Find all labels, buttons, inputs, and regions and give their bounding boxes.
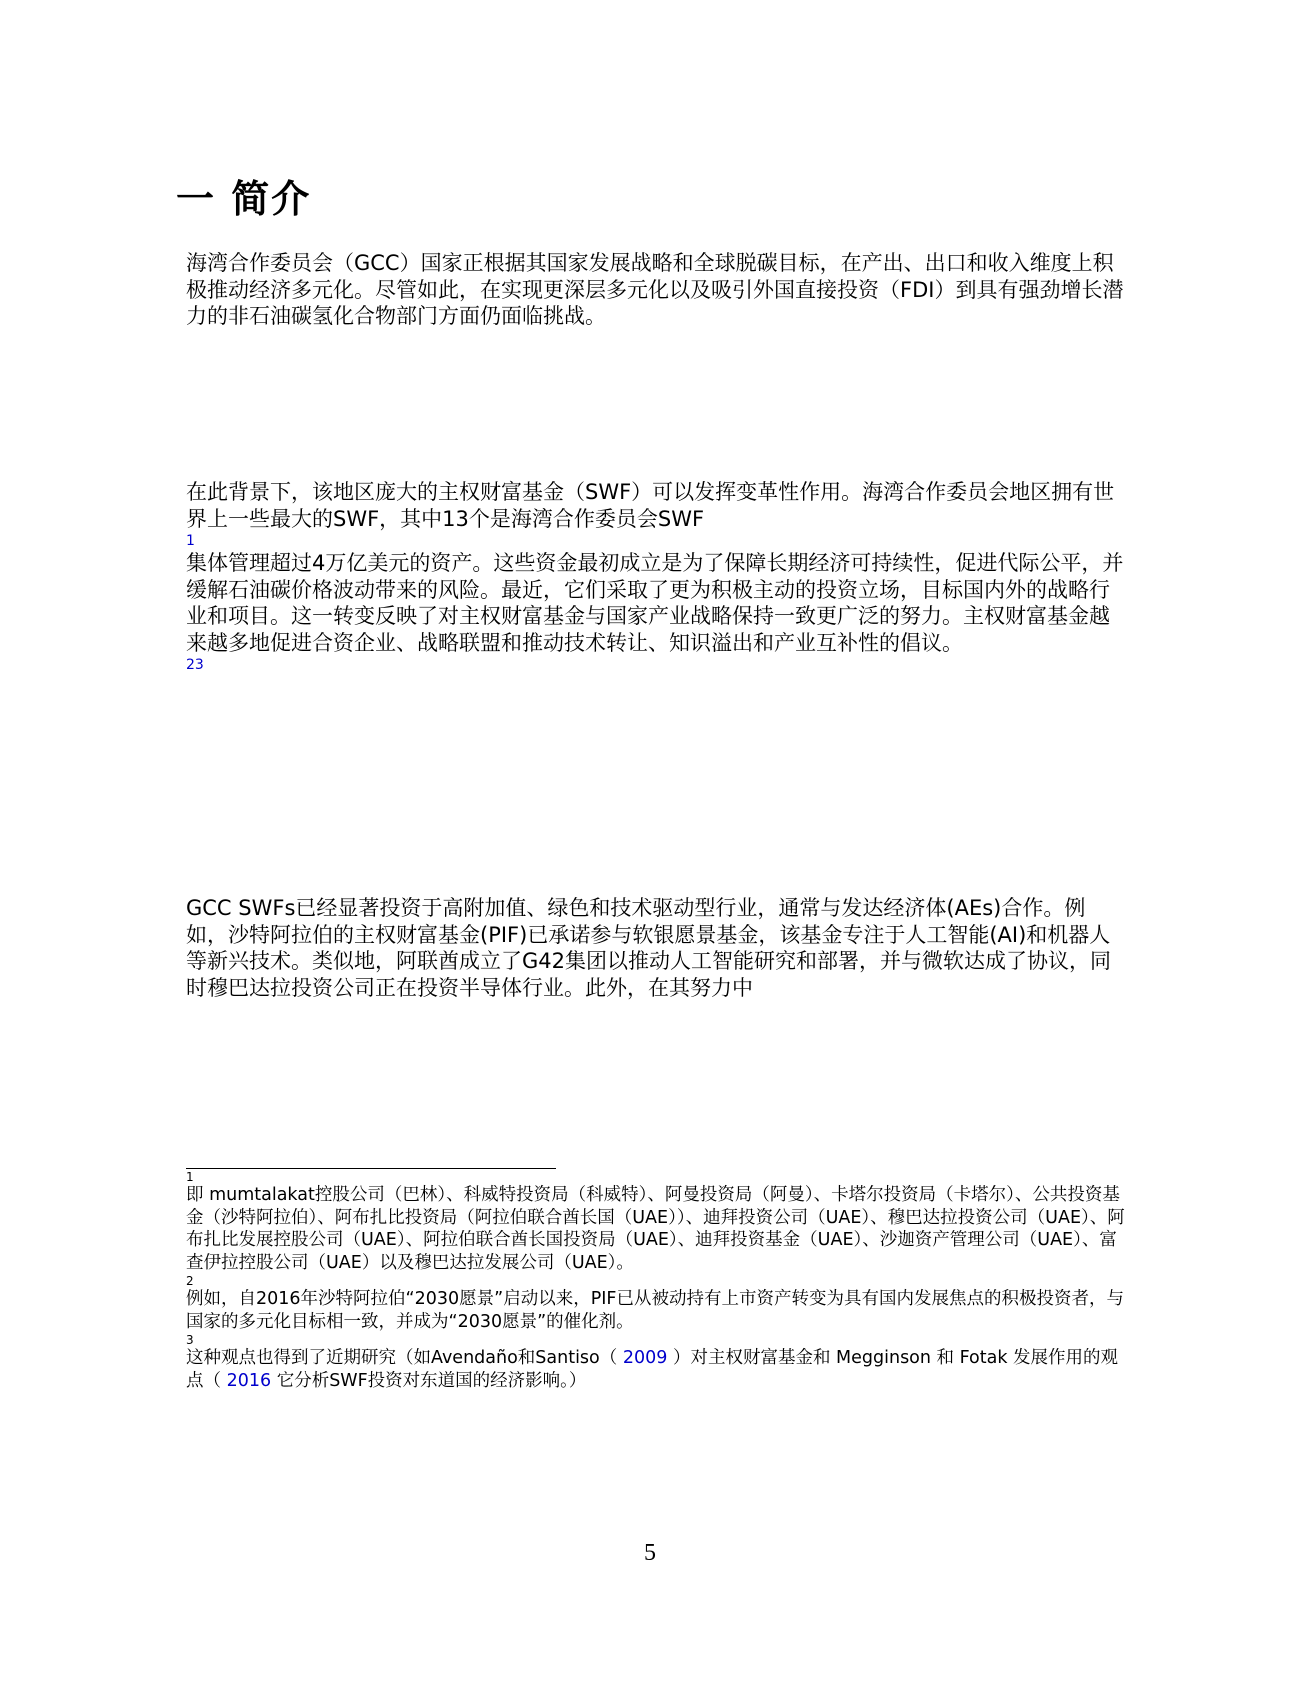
footnote-number-3: 3 — [186, 1333, 194, 1347]
footnote-separator — [186, 1168, 556, 1169]
paragraph-swf-context — [186, 479, 1126, 674]
footnote-3-part3: 它分析SWF投资对东道国的经济影响。） — [276, 1370, 587, 1391]
footnote-text-3 — [186, 1347, 1126, 1392]
citation-link-2016[interactable]: 2016 — [226, 1370, 272, 1391]
page-number: 5 — [644, 1540, 656, 1566]
paragraph-swf-context-part2: 集体管理超过4万亿美元的资产。这些资金最初成立是为了保障长期经济可持续性，促进代际公平，并缓解石油碳价格波动带来的风险。最近，它们采取了更为积极主动的投资立场，目标国内外的战略行业和项目。这一转变反映了对主权财富基金与国家产业战略保持一致更广泛的努力。主权财富基金越来越多地促进合资企业、战略联盟和推动技术转让、知识溢出和产业互补性的倡议。 — [186, 551, 1124, 655]
footnote-text-2: 例如，自2016年沙特阿拉伯“2030愿景”启动以来，PIF已从被动持有上市资产转变为具有国内发展焦点的积极投资者，与国家的多元化目标相一致，并成为“2030愿景”的催化剂。 — [186, 1289, 1124, 1332]
footnote-3-part1: 这种观点也得到了近期研究（如Avendaño和Santiso（ — [186, 1348, 618, 1368]
paragraph-swf-context-part1: 在此背景下，该地区庞大的主权财富基金（SWF）可以发挥变革性作用。海湾合作委员会地区拥有世界上一些最大的SWF，其中13个是海湾合作委员会SWF — [186, 480, 1115, 531]
footnote-3-part2: ）对主权财富基金和 Megginson 和 Fotak 发展作用的观点（ — [186, 1348, 1119, 1391]
citation-link-2009[interactable]: 2009 — [622, 1348, 668, 1368]
footnote-ref-1[interactable]: 1 — [186, 533, 195, 549]
paragraph-intro: 海湾合作委员会（GCC）国家正根据其国家发展战略和全球脱碳目标，在产出、出口和收入维度上积极推动经济多元化。尽管如此，在实现更深层多元化以及吸引外国直接投资（FDI）到具有强劲增长潜力的非石油碳氢化合物部门方面仍面临挑战。 — [186, 251, 1124, 328]
footnote-number-1: 1 — [186, 1170, 194, 1184]
footnote-text-1: 即 mumtalakat控股公司（巴林）、科威特投资局（科威特）、阿曼投资局（阿曼）、卡塔尔投资局（卡塔尔）、公共投资基金（沙特阿拉伯）、阿布扎比投资局（阿拉伯联合酋长国（UAE））、迪拜投资公司（UAE）、穆巴达拉投资公司（UAE）、阿布扎比发展控股公司（UAE）、阿拉伯联合酋长国投资局（UAE）、迪拜投资基金（UAE）、沙迦资产管理公司（UAE）、富查伊拉控股公司（UAE）以及穆巴达拉发展公司（UAE）。 — [186, 1185, 1125, 1273]
section-heading: 一 简介 — [176, 177, 312, 221]
footnotes — [186, 1170, 1126, 1392]
footnote-ref-2-3[interactable]: 23 — [186, 657, 204, 673]
footnote-number-2: 2 — [186, 1274, 194, 1288]
paragraph-gcc-investments: GCC SWFs已经显著投资于高附加值、绿色和技术驱动型行业，通常与发达经济体(AEs)合作。例如，沙特阿拉伯的主权财富基金(PIF)已承诺参与软银愿景基金，该基金专注于人工智能(AI)和机器人等新兴技术。类似地，阿联酋成立了G42集团以推动人工智能研究和部署，并与微软达成了协议，同时穆巴达拉投资公司正在投资半导体行业。此外，在其努力中 — [186, 896, 1111, 1000]
